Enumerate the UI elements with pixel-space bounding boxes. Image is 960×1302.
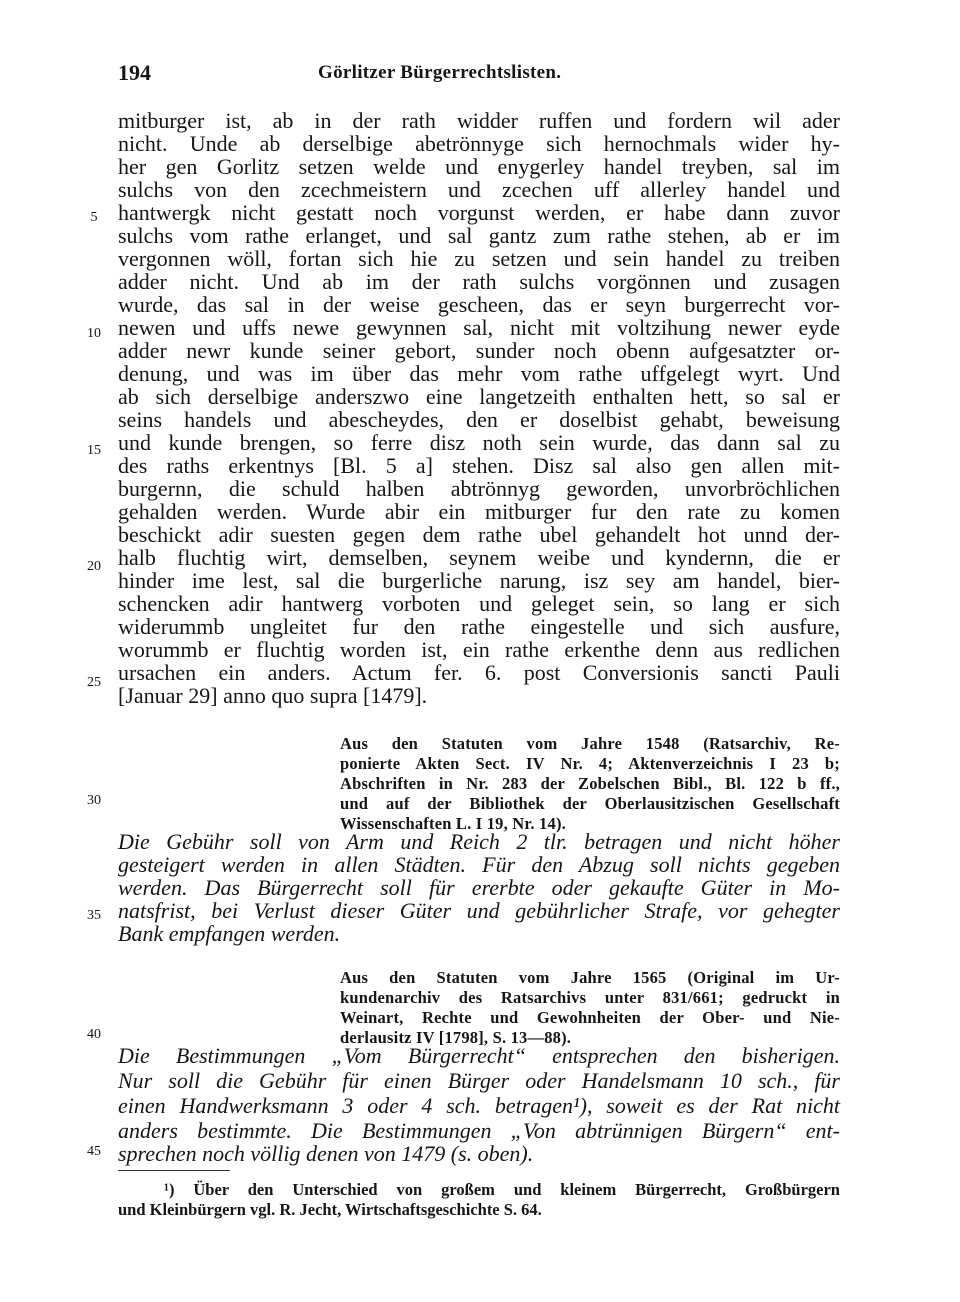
source-line: Aus den Statuten vom Jahre 1565 (Original im Ur- — [340, 968, 840, 987]
text-line: schencken adir hantwerg vorboten und geleget sein, so lang er sich — [118, 591, 840, 616]
summary-line: Die Bestimmungen „Vom Bürgerrecht“ entsprechen den bisherigen. — [118, 1043, 840, 1068]
summary-line: Bank empfangen werden. — [118, 921, 341, 946]
line-number: 20 — [87, 559, 101, 574]
text-line: hinder ime lest, sal die burgerliche narung, isz sey am handel, bier- — [118, 568, 840, 593]
text-line: gehalden werden. Wurde abir ein mitburger fur den rate zu komen — [118, 499, 840, 524]
footnote-line: ¹) Über den Unterschied von großem und kleinem Bürgerrecht, Großbürgern — [164, 1180, 840, 1199]
source-line: derlausitz IV [1798], S. 13—88). — [340, 1028, 572, 1047]
summary-line: gesteigert werden in allen Städten. Für den Abzug soll nichts gegeben — [118, 852, 840, 877]
text-line: des raths erkentnys [Bl. 5 a] stehen. Disz sal also gen allen mit- — [118, 453, 840, 478]
summary-line: Nur soll die Gebühr für einen Bürger oder Handelsmann 10 sch., für — [118, 1068, 840, 1093]
text-line: halb fluchtig wirt, demselben, seynem weibe und kyndernn, die er — [118, 545, 840, 570]
line-number: 5 — [90, 210, 98, 225]
text-line: wurde, das sal in der weise gescheen, das er seyn burgerrecht vor- — [118, 292, 840, 317]
running-head: Görlitzer Bürgerrechtslisten. — [318, 62, 562, 83]
summary-line: werden. Das Bürgerrecht soll für ererbte oder gekaufte Güter in Mo- — [118, 875, 840, 900]
line-number: 40 — [87, 1027, 101, 1042]
line-number: 25 — [87, 675, 101, 690]
text-line: newen und uffs newe gewynnen sal, nicht mit voltzihung newer eyde — [118, 315, 840, 340]
line-number: 45 — [87, 1144, 101, 1159]
source-line: kundenarchiv des Ratsarchivs unter 831/661; gedruckt in — [340, 988, 840, 1007]
text-line: worummb er fluchtig worden ist, ein rathe erkenthe denn aus redlichen — [118, 637, 840, 662]
line-number: 35 — [87, 908, 101, 923]
source-line: Wissenschaften L. I 19, Nr. 14). — [340, 814, 566, 833]
summary-line: Die Gebühr soll von Arm und Reich 2 tlr. betragen und nicht höher — [118, 829, 840, 854]
text-line: sulchs von den zcechmeistern und zcechen uff allerley handel und — [118, 177, 840, 202]
text-line: nicht. Unde ab derselbige abetrönnyge sich hernochmals wider hy- — [118, 131, 840, 156]
source-line: ponierte Akten Sect. IV Nr. 4; Aktenverzeichnis I 23 b; — [340, 754, 840, 773]
text-line: seins handels und abescheydes, den er doselbist gehabt, beweisung — [118, 407, 840, 432]
text-line: sulchs vom rathe erlanget, und sal gantz zum rathe stehen, ab er im — [118, 223, 840, 248]
text-line: ab sich derselbige anderszwo eine langetzeith enthalten hett, so sal er — [118, 384, 840, 409]
source-line: Aus den Statuten vom Jahre 1548 (Ratsarchiv, Re- — [340, 734, 840, 753]
source-line: und auf der Bibliothek der Oberlausitzischen Gesellschaft — [340, 794, 840, 813]
line-number: 30 — [87, 793, 101, 808]
summary-line: sprechen noch völlig denen von 1479 (s. oben). — [118, 1141, 534, 1166]
text-line: hantwergk nicht gestatt noch vorgunst werden, er habe dann zuvor — [118, 200, 840, 225]
text-line: her gen Gorlitz setzen welde und enygerley handel treyben, sal im — [118, 154, 840, 179]
text-line: und kunde brengen, so ferre disz noth sein wurde, das dann sal zu — [118, 430, 840, 455]
source-line: Weinart, Rechte und Gewohnheiten der Ober- und Nie- — [340, 1008, 840, 1027]
text-line: [Januar 29] anno quo supra [1479]. — [118, 683, 428, 708]
summary-line: einen Handwerksmann 3 oder 4 sch. betragen¹), soweit es der Rat nicht — [118, 1093, 840, 1118]
text-line: ursachen ein anders. Actum fer. 6. post Conversionis sancti Pauli — [118, 660, 840, 685]
summary-line: anders bestimmte. Die Bestimmungen „Von abtrünnigen Bürgern“ ent- — [118, 1118, 840, 1143]
line-number: 15 — [87, 443, 101, 458]
footnote-line: und Kleinbürgern vgl. R. Jecht, Wirtschaftsgeschichte S. 64. — [118, 1200, 542, 1219]
line-number: 10 — [87, 326, 101, 341]
text-line: widerummb ungleitet fur den rathe eingestelle und sich ausfure, — [118, 614, 840, 639]
text-line: burgernn, die schuld halben abtrönnyg geworden, unvorbröchlichen — [118, 476, 840, 501]
text-line: adder nicht. Und ab im der rath sulchs vorgönnen und zusagen — [118, 269, 840, 294]
source-line: Abschriften in Nr. 283 der Zobelschen Bibl., Bl. 122 b ff., — [340, 774, 840, 793]
text-line: adder newr kunde seiner gebort, sunder noch obenn aufgesatzter or- — [118, 338, 840, 363]
text-line: mitburger ist, ab in der rath widder ruffen und fordern wil ader — [118, 108, 840, 133]
page-number: 194 — [118, 60, 151, 85]
text-line: vergonnen wöll, fortan sich hie zu setzen und sein handel zu treiben — [118, 246, 840, 271]
footnote-divider — [118, 1170, 230, 1171]
summary-line: natsfrist, bei Verlust dieser Güter und gebührlicher Strafe, vor gehegter — [118, 898, 840, 923]
text-line: denung, und was im über das mehr vom rathe uffgelegt wyrt. Und — [118, 361, 840, 386]
text-line: beschickt adir suesten gegen dem rathe ubel gehandelt hot unnd der- — [118, 522, 840, 547]
